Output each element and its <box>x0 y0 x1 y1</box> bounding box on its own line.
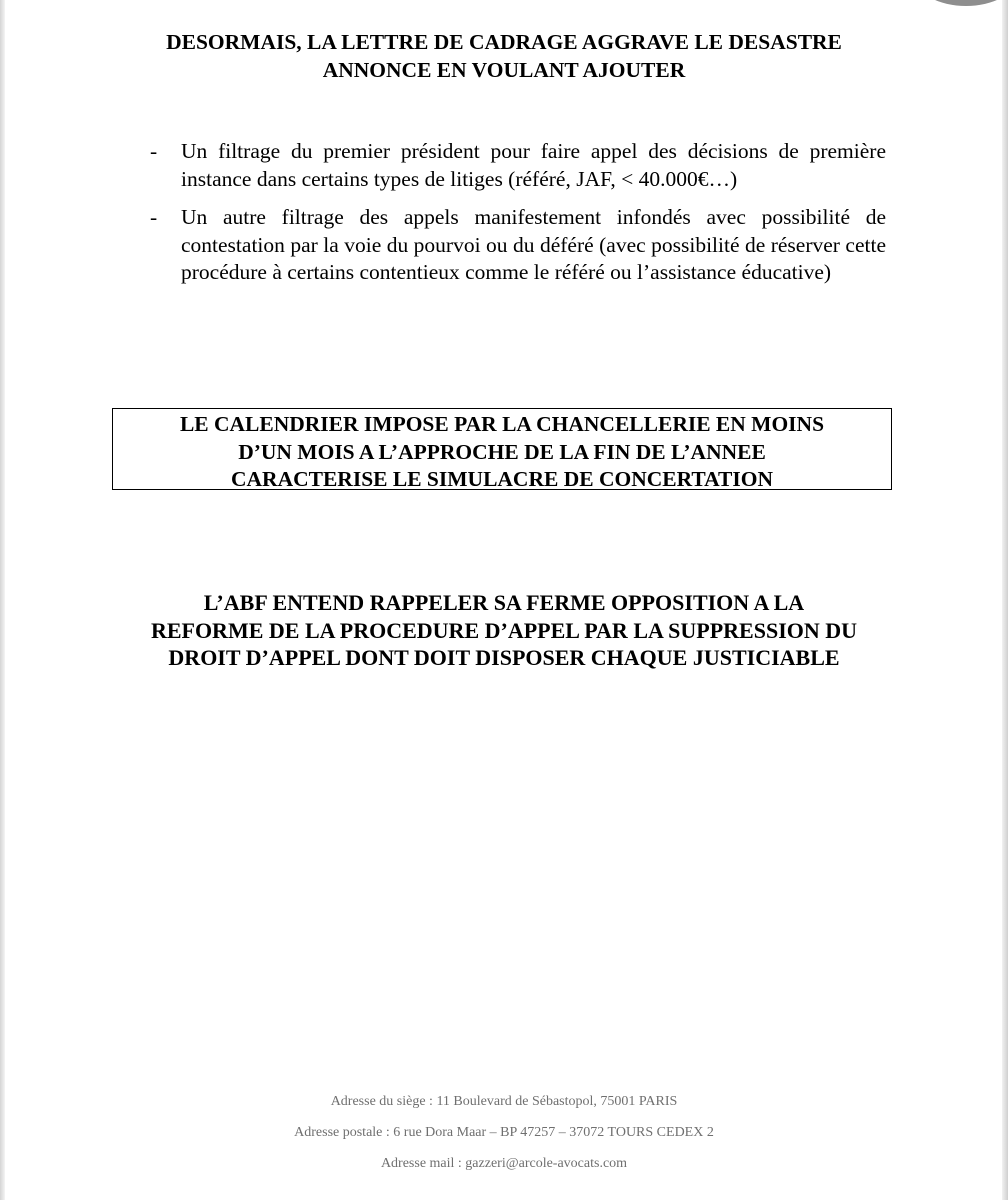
heading-abf-opposition <box>110 589 898 672</box>
bullet-dash: - <box>150 139 158 163</box>
heading-line: DROIT D’APPEL DONT DOIT DISPOSER CHAQUE JUSTICIABLE <box>168 645 840 670</box>
heading-line: CARACTERISE LE SIMULACRE DE CONCERTATION <box>230 467 773 491</box>
page-edge-right <box>1002 0 1008 1200</box>
bullet-dash: - <box>150 205 158 229</box>
heading-line: L’ABF ENTEND RAPPELER SA FERME OPPOSITION A LA <box>203 590 805 615</box>
bullet-text: Un autre filtrage des appels manifestement infondés avec possibilité de contestation par la voie du pourvoi ou du déféré (avec possibilité de réserver cette procédure à certains contentieux comme le référé ou l’assistance éducative) <box>181 205 886 284</box>
footer-address-postale: Adresse postale : 6 rue Dora Maar – BP 47257 – 37072 TOURS CEDEX 2 <box>294 1125 714 1140</box>
heading-line: ANNONCE EN VOULANT AJOUTER <box>322 57 686 82</box>
heading-line: REFORME DE LA PROCEDURE D’APPEL PAR LA SUPPRESSION DU <box>150 617 858 643</box>
list-item <box>150 138 886 193</box>
heading-lettre-de-cadrage <box>110 29 898 84</box>
heading-line: LE CALENDRIER IMPOSE PAR LA CHANCELLERIE EN MOINS <box>179 412 825 436</box>
footer-address-mail: Adresse mail : gazzeri@arcole-avocats.com <box>380 1156 628 1171</box>
heading-line: DESORMAIS, LA LETTRE DE CADRAGE AGGRAVE LE DESASTRE <box>166 30 842 54</box>
footer-address-siege: Adresse du siège : 11 Boulevard de Sébastopol, 75001 PARIS <box>330 1094 678 1109</box>
boxed-heading-calendrier <box>112 408 892 490</box>
page-edge-left <box>0 0 5 1200</box>
bullet-text: Un filtrage du premier président pour faire appel des décisions de première instance dans certains types de litiges (référé, JAF, < 40.000€…) <box>181 139 886 191</box>
corner-button-shape <box>916 0 1008 6</box>
heading-line: D’UN MOIS A L’APPROCHE DE LA FIN DE L’ANNEE <box>238 439 766 464</box>
list-item <box>150 204 886 287</box>
bullet-list <box>150 138 886 298</box>
